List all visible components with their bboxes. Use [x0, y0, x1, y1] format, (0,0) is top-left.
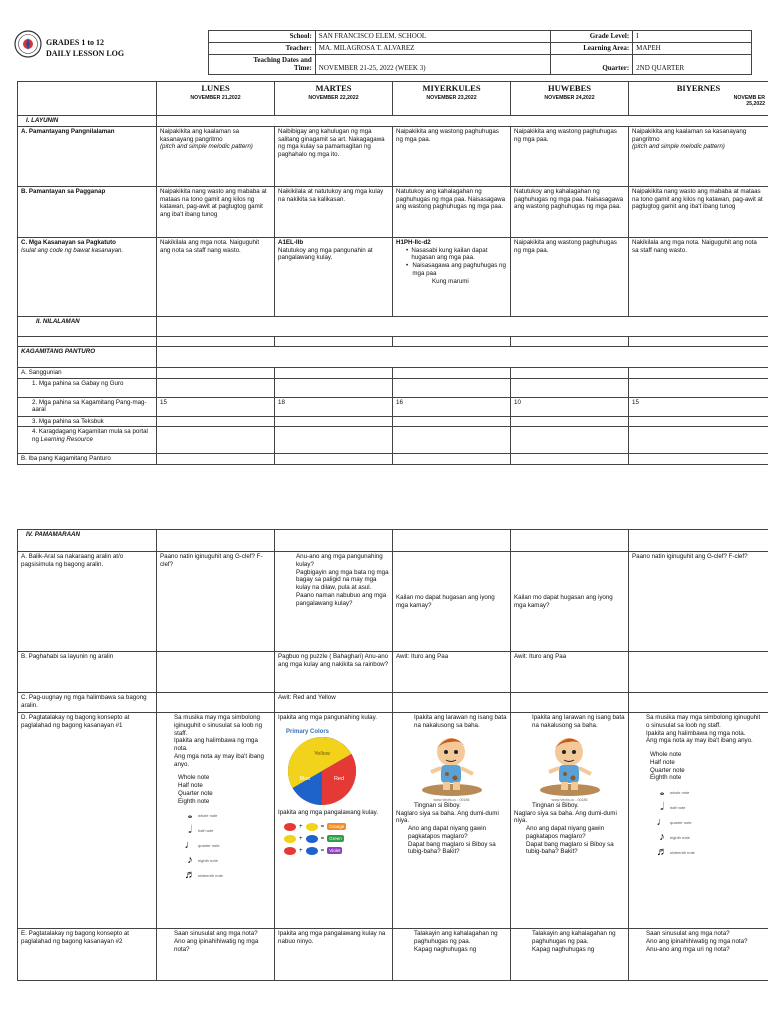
- day-name: LUNES: [201, 83, 230, 93]
- competency-code: A1EL-IIb: [278, 238, 304, 246]
- cell-text: Naipakikita ang kaalaman sa kasanayang pangritmo: [632, 127, 747, 143]
- proc-d-5: [629, 713, 768, 929]
- empty-cell: [157, 652, 275, 693]
- empty-cell: [275, 427, 393, 454]
- row-gabay-guro: 1. Mga pahina sa Gabay ng Guro: [18, 378, 157, 397]
- proc-text: Sa musika may mga simbolong iginuguhit o sinusulat sa loob ng staff.: [646, 714, 761, 729]
- yellow-dot-icon: [306, 823, 318, 831]
- empty-cell: [393, 367, 511, 378]
- proc-text: Ipakita ang halimbawa ng mga nota.: [174, 737, 258, 752]
- empty-cell: [393, 416, 511, 427]
- empty-cell: [629, 427, 768, 454]
- page-number-cell: 16: [393, 397, 511, 416]
- row-label-c: [18, 237, 157, 316]
- proc-a-4: Kailan mo dapat hugasan ang iyong mga kamay?: [511, 552, 629, 652]
- cell-a-4: Naipakikita ang wastong paghuhugas ng mga paa.: [511, 126, 629, 186]
- corner-cell: [18, 82, 157, 116]
- proc-label-d: D. Pagtatalakay ng bagong konsepto at paglalahad ng bagong kasanayan #1: [18, 713, 157, 929]
- proc-label-c: C. Pag-uugnay ng mga halimbawa sa bagong aralin.: [18, 693, 157, 713]
- note-type: Half note: [178, 782, 203, 789]
- empty-cell: [629, 367, 768, 378]
- empty-cell: [511, 454, 629, 465]
- eighth-note-icon: ♪: [659, 830, 665, 843]
- note-label: whole note: [670, 790, 690, 795]
- competency-code: H1PH-IIc-d2: [396, 238, 431, 246]
- teacher-label: Teacher:: [209, 42, 316, 54]
- header-info-table: [208, 30, 752, 75]
- empty-cell: [629, 378, 768, 397]
- note-types-list: [632, 751, 765, 782]
- note-label: half note: [670, 805, 686, 810]
- proc-label-e: E. Pagtatalakay ng bagong konsepto at paglalahad ng bagong kasanayan #2: [18, 929, 157, 981]
- note-type: Whole note: [650, 751, 682, 758]
- empty-cell: [157, 367, 275, 378]
- row-label-b: B. Pamantayan sa Pagganap: [18, 186, 157, 237]
- blue-dot-icon: [306, 835, 318, 843]
- primary-colors-wheel: [282, 725, 362, 807]
- proc-e-1: [157, 929, 275, 981]
- cell-text: Naipakikita ang kaalaman sa kasanayang pangritmo: [160, 127, 240, 143]
- proc-a-5: Paano natin iginuguhit ang G-clef? F-clef?: [629, 552, 768, 652]
- sixteenth-note-icon: ♬: [656, 845, 668, 858]
- note-type: Half note: [650, 758, 675, 766]
- image-credit: www.Vectis.cc - 00186: [433, 797, 470, 802]
- empty-cell: [157, 116, 768, 127]
- proc-b-3: Awit: Ituro ang Paa: [393, 652, 511, 693]
- day-date: NOVEMBER 23,2022: [426, 94, 477, 101]
- cell-a-5: [629, 126, 768, 186]
- proc-d-4: [511, 713, 629, 929]
- proc-text: Ang mga nota ay may iba't ibang anyo.: [174, 752, 264, 768]
- row-karagdagang-kagamitan: [18, 427, 157, 454]
- muddy-boy-illustration: [535, 732, 605, 798]
- note-label: whole note: [198, 813, 218, 819]
- red-dot-icon: [284, 847, 296, 855]
- note-label: half note: [198, 828, 214, 834]
- whole-note-icon: 𝅝: [187, 808, 193, 821]
- empty-cell: [157, 454, 275, 465]
- bullet-text: Naisasagawa ang paghuhugas ng mga paa: [412, 262, 506, 277]
- log-title: [46, 38, 124, 60]
- dates-value: NOVEMBER 21-25, 2022 (WEEK 3): [315, 54, 551, 75]
- empty-cell: [393, 530, 511, 552]
- teacher-value: MA. MILAGROSA T. ALVAREZ: [315, 42, 551, 54]
- proc-b-4: Awit: Ituro ang Paa: [511, 652, 629, 693]
- quarter-label: Quarter:: [551, 54, 633, 75]
- sixteenth-note-icon: ♬: [184, 868, 196, 881]
- row-kagamitang-mag-aaral: 2. Mga pahina sa Kagamitang Pang-mag-aaral: [18, 397, 157, 416]
- note-label: quarter note: [198, 843, 220, 849]
- day-header-2: [275, 82, 393, 116]
- proc-text: Kapag naghuhugas ng: [532, 945, 595, 953]
- empty-cell: [629, 416, 768, 427]
- pie-label-blue: Blue: [299, 775, 311, 782]
- empty-cell: [393, 693, 511, 713]
- cell-c-1: Nakikilala ang mga nota. Naiguguhit ang nota sa staff nang wasto.: [157, 237, 275, 316]
- image-credit: www.Vectis.cc - 00186: [551, 797, 588, 802]
- deped-seal-icon: [14, 30, 42, 58]
- school-label: School:: [209, 31, 316, 43]
- proc-text: Ipakita ang mga pangalawang kulay.: [278, 808, 378, 816]
- proc-text: Paano naman nabubuo ang mga pangalawang kulay?: [296, 591, 387, 607]
- cell-b-5: Naipakikita nang wasto ang mababa at mataas na tono gamit ang kilos ng katawan, pag-awit at pagtugtog gamit ang iba't ibang tunog: [629, 186, 768, 237]
- day-header-1: [157, 82, 275, 116]
- grade-value: I: [633, 31, 752, 43]
- note-label: eighth note: [198, 858, 218, 864]
- proc-text: Saan sinusulat ang mga nota?: [646, 930, 730, 937]
- cell-c-3: H1PH-IIc-d2 • Nasasabi kung kailan dapat hugasan ang mga paa. • Naisasagawa ang paghuhugas ng mga paa Kung marumi: [393, 237, 511, 316]
- proc-text: Ano ang dapat niyang gawin pagkatapos maglaro?: [408, 825, 487, 840]
- proc-text: Ano ang ipinahihiwatig ng mga nota?: [174, 937, 259, 953]
- empty-cell: [511, 427, 629, 454]
- quarter-value: 2ND QUARTER: [633, 54, 752, 75]
- note-label: sixteenth note: [670, 850, 695, 855]
- empty-cell: [393, 427, 511, 454]
- bullet-text: Nasasabi kung kailan dapat hugasan ang mga paa.: [411, 246, 488, 262]
- half-note-icon: 𝅗𝅥: [660, 800, 664, 813]
- proc-text: Dapat bang maglaro si Biboy sa tubig-baha? Bakit?: [408, 840, 496, 856]
- proc-e-4: [511, 929, 629, 981]
- note-type: Quarter note: [178, 789, 213, 797]
- grade-label: Grade Level:: [551, 31, 633, 43]
- empty-cell: [393, 378, 511, 397]
- proc-text: Ipakita ang mga pangunahing kulay.: [278, 714, 377, 721]
- blue-dot-icon: [306, 847, 318, 855]
- section-layunin: I. LAYUNIN: [18, 116, 157, 127]
- day-name: MARTES: [315, 83, 352, 93]
- procedures-table: [17, 529, 768, 981]
- row-label-a: A. Pamantayang Pangnilalaman: [18, 126, 157, 186]
- pie-label-red: Red: [333, 775, 345, 782]
- dates-label-1: Teaching Dates and: [253, 55, 312, 64]
- empty-cell: [393, 454, 511, 465]
- proc-e-2: Ipakita ang mga pangalawang kulay na nabuo ninyo.: [275, 929, 393, 981]
- row-label-c-sub: Isulat ang code ng bawat kasanayan.: [21, 246, 124, 254]
- pie-label-yellow: Yellow: [314, 750, 330, 757]
- row-label-text: 4. Karagdagang Kagamitan mula sa portal ng: [32, 428, 148, 443]
- section-nilalaman: II. NILALAMAN: [18, 316, 157, 336]
- empty-cell: [157, 336, 275, 346]
- proc-d-3: [393, 713, 511, 929]
- proc-text: Ang mga nota ay may iba't ibang anyo.: [646, 737, 753, 745]
- proc-text: Saan sinusulat ang mga nota?: [174, 930, 258, 937]
- proc-a-2: [275, 552, 393, 652]
- proc-text: Naglaro siya sa baha. Ang dumi-dumi niya.: [396, 809, 499, 825]
- cell-a-2: Naibibigay ang kahulugan ng mga salitang ginagamit sa art. Nakagagawa ng mga kulay sa pamamagitan ng paghahalo ng mga ito.: [275, 126, 393, 186]
- cell-italic-text: (pitch and simple melodic pattern): [632, 143, 725, 151]
- empty-cell: [275, 367, 393, 378]
- whole-note-icon: 𝅝: [659, 785, 665, 798]
- proc-text: Dapat bang maglaro si Biboy sa tubig-baha? Bakit?: [526, 840, 614, 856]
- note-types-list: [160, 774, 271, 805]
- day-name: MIYERKULES: [422, 83, 481, 93]
- objectives-table: [17, 81, 768, 465]
- cell-a-1: [157, 126, 275, 186]
- page-number-cell: 15: [157, 397, 275, 416]
- row-label-italic: Learning Resource: [40, 436, 93, 443]
- day-name: HUWEBES: [548, 83, 591, 93]
- empty-cell: [629, 652, 768, 693]
- note-label: eighth note: [670, 835, 690, 840]
- day-date: NOVEMB ER 25,2022: [733, 94, 765, 108]
- proc-text: Talakayin ang kahalagahan ng paghuhugas ng paa.: [532, 930, 616, 945]
- proc-text: Ipakita ang halimbawa ng mga nota.: [646, 729, 746, 737]
- proc-e-3: [393, 929, 511, 981]
- empty-cell: [629, 693, 768, 713]
- cell-italic-text: (pitch and simple melodic pattern): [160, 143, 253, 151]
- page-number-cell: 18: [275, 397, 393, 416]
- empty-cell: [275, 416, 393, 427]
- empty-cell: [157, 316, 768, 336]
- empty-cell: [511, 336, 629, 346]
- cell-c-5: Nakikilala ang mga nota. Naiguguhit ang nota sa staff nang wasto.: [629, 237, 768, 316]
- section-kagamitan: KAGAMITANG PANTURO: [18, 346, 157, 367]
- cell-b-1: Naipakikita nang wasto ang mababa at mataas na tono gamit ang kilos ng katawan, pag-awit at pagtugtog gamit ang iba't ibang tunog: [157, 186, 275, 237]
- empty-cell: [393, 336, 511, 346]
- day-date: NOVEMBER 21,2022: [190, 94, 241, 101]
- proc-b-2: Pagbuo ng puzzle ( Bahaghari) Anu-ano ang mga kulay ang nakikita sa rainbow?: [275, 652, 393, 693]
- row-iba-pang-kagamitan: B. Iba pang Kagamitang Panturo: [18, 454, 157, 465]
- empty-cell: [275, 454, 393, 465]
- empty-cell: [275, 378, 393, 397]
- empty-cell: [275, 336, 393, 346]
- area-value: MAPEH: [633, 42, 752, 54]
- title-line-1: GRADES 1 to 12: [46, 38, 105, 47]
- empty-cell: [157, 378, 275, 397]
- day-date: NOVEMBER 22,2022: [308, 94, 359, 101]
- dates-label-2: Time:: [294, 64, 312, 73]
- proc-text: Tingnan si Biboy.: [414, 801, 461, 809]
- empty-cell: [18, 336, 157, 346]
- proc-d-2: [275, 713, 393, 929]
- eighth-note-icon: ♪: [187, 853, 193, 866]
- proc-text: Ano ang dapat niyang gawin pagkatapos maglaro?: [526, 825, 605, 840]
- proc-label-b: B. Paghahabi sa layunin ng aralin: [18, 652, 157, 693]
- empty-cell: [157, 693, 275, 713]
- area-label: Learning Area:: [551, 42, 633, 54]
- day-header-4: [511, 82, 629, 116]
- quarter-note-icon: ♩: [656, 815, 668, 828]
- day-date: NOVEMBER 24,2022: [544, 94, 595, 101]
- empty-cell: [511, 367, 629, 378]
- cell-c-4: Naipakikita ang wastong paghuhugas ng mga paa.: [511, 237, 629, 316]
- empty-cell: [511, 530, 629, 552]
- proc-e-5: [629, 929, 768, 981]
- proc-a-3: Kailan mo dapat hugasan ang iyong mga kamay?: [393, 552, 511, 652]
- empty-cell: [157, 346, 768, 367]
- quarter-note-icon: ♩: [184, 838, 196, 851]
- cell-b-4: Natutukoy ang kahalagahan ng paghuhugas ng mga paa. Naisasagawa ang wastong paghuhugas ng mga paa.: [511, 186, 629, 237]
- proc-text: Talakayin ang kahalagahan ng paghuhugas ng paa.: [414, 930, 498, 945]
- empty-cell: [511, 416, 629, 427]
- note-type: Quarter note: [650, 766, 685, 774]
- note-type: Whole note: [178, 774, 210, 782]
- mix-result-violet: Violet: [329, 847, 341, 853]
- half-note-icon: 𝅗𝅥: [188, 823, 192, 836]
- mix-result-green: Green: [329, 835, 342, 841]
- empty-cell: [157, 530, 275, 552]
- row-teksbuk: 3. Mga pahina sa Teksbuk: [18, 416, 157, 427]
- cell-a-3: Naipakikita ang wastong paghuhugas ng mga paa.: [393, 126, 511, 186]
- note-symbols: [654, 785, 765, 860]
- empty-cell: [511, 693, 629, 713]
- cell-b-2: Naikikilala at natutukoy ang mga kulay na nakikita sa kalikasan.: [275, 186, 393, 237]
- note-symbols: [182, 808, 271, 883]
- pie-title: Primary Colors: [286, 728, 330, 735]
- proc-a-1: Paano natin iginuguhit ang G-clef? F-clef?: [157, 552, 275, 652]
- proc-text: Ano ang ipinahihiwatig ng mga nota?: [646, 937, 748, 945]
- proc-text: Anu-ano ang mga uri ng nota?: [646, 945, 730, 953]
- section-pamamaraan: IV. PAMAMARAAN: [18, 530, 157, 552]
- empty-cell: [629, 530, 768, 552]
- page-number-cell: 10: [511, 397, 629, 416]
- bullet-subtext: Kung marumi: [432, 277, 469, 285]
- red-dot-icon: [284, 823, 296, 831]
- row-label-c-title: C. Mga Kasanayan sa Pagkatuto: [21, 238, 116, 246]
- empty-cell: [157, 416, 275, 427]
- title-line-2: DAILY LESSON LOG: [46, 48, 125, 58]
- proc-text: Ipakita ang larawan ng isang bata na nakalusong sa baha.: [532, 714, 625, 729]
- note-label: quarter note: [670, 820, 692, 825]
- proc-text: Sa musika may mga simbolong iginuguhit o sinusulat sa loob ng staff.: [174, 714, 263, 737]
- day-header-5: [629, 82, 768, 116]
- proc-text: Naglaro siya sa baha. Ang dumi-dumi niya.: [514, 809, 617, 825]
- note-type: Eighth note: [178, 797, 210, 805]
- note-label: sixteenth note: [198, 873, 223, 879]
- proc-text: Pagbigayin ang mga bata ng mga bagay sa paligid na may mga kulay na dilaw, pula at asul.: [296, 568, 389, 591]
- page-number-cell: 15: [629, 397, 768, 416]
- secondary-color-mixing: + = Orange + = Green + = Violet: [284, 821, 389, 857]
- school-value: SAN FRANCISCO ELEM. SCHOOL: [315, 31, 551, 43]
- note-type: Eighth note: [650, 774, 682, 782]
- proc-c-2: Awit: Red and Yellow: [275, 693, 393, 713]
- empty-cell: [157, 427, 275, 454]
- muddy-boy-illustration: [417, 732, 487, 798]
- yellow-dot-icon: [284, 835, 296, 843]
- empty-cell: [275, 530, 393, 552]
- empty-cell: [629, 454, 768, 465]
- dates-label: [209, 54, 316, 75]
- cell-b-3: Natutukoy ang kahalagahan ng paghuhugas ng mga paa. Naisasagawa ang wastong paghuhugas ng mga paa.: [393, 186, 511, 237]
- row-sanggunian: A. Sanggunian: [18, 367, 157, 378]
- proc-label-a: A. Balik-Aral sa nakaraang aralin at/o pagsisimula ng bagong aralin.: [18, 552, 157, 652]
- day-name: BIYERNES: [676, 83, 721, 93]
- cell-c-2: [275, 237, 393, 316]
- empty-cell: [511, 378, 629, 397]
- proc-text: Tingnan si Biboy.: [532, 801, 579, 809]
- day-header-3: [393, 82, 511, 116]
- proc-text: Ipakita ang larawan ng isang bata na nakalusong sa baha.: [414, 714, 507, 729]
- proc-text: Anu-ano ang mga pangunahing kulay?: [296, 553, 383, 568]
- empty-cell: [629, 336, 768, 346]
- mix-result-orange: Orange: [329, 823, 345, 829]
- proc-d-1: [157, 713, 275, 929]
- proc-text: Kapag naghuhugas ng: [414, 945, 477, 953]
- cell-text: Natutukoy ang mga pangunahin at pangalawang kulay.: [278, 246, 373, 262]
